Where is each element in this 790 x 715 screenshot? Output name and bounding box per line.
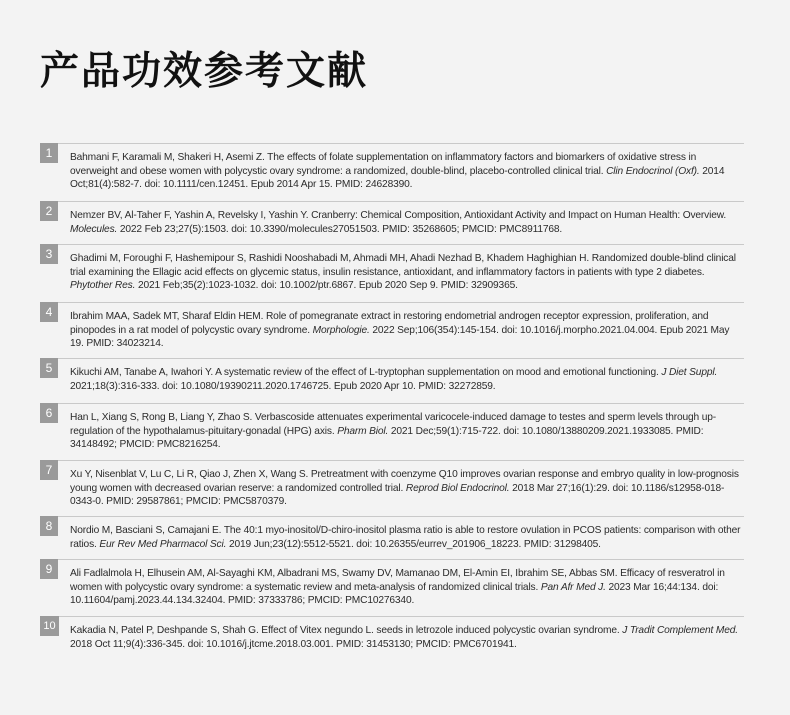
reference-list	[40, 143, 744, 659]
reference-item	[40, 616, 744, 659]
reference-item	[40, 201, 744, 244]
journal-name: Molecules.	[70, 223, 118, 235]
page-title: 产品功效参考文献	[40, 49, 369, 94]
journal-name: Eur Rev Med Pharmacol Sci.	[99, 538, 227, 550]
journal-name: Pharm Biol.	[337, 425, 389, 437]
journal-name: Morphologie.	[312, 324, 370, 336]
reference-number-badge: 2	[40, 201, 58, 221]
reference-item	[40, 244, 744, 302]
reference-text: Bahmani F, Karamali M, Shakeri H, Asemi Z. The effects of folate supplementation on inflammatory factors and biomarkers of oxidative stress in overweight and obese women with polycystic ovary syndrome: a randomized, double-blind, placebo-controlled clinical trial. Clin Endocrinol (Oxf). 2014 Oct;81(4):582-7. doi: 10.1111/cen.12451. Epub 2014 Apr 15. PMID: 24628390.	[70, 152, 725, 191]
reference-text: Ghadimi M, Foroughi F, Hashemipour S, Rashidi Nooshabadi M, Ahmadi MH, Ahadi Nezhad B, Khadem Haghighian H. Randomized double-blind clinical trial examining the Ellagic acid effects on glycemic status, insulin resistance, antioxidant, and inflammatory factors in patients with type 2 diabetes. Phytother Res. 2021 Feb;35(2):1023-1032. doi: 10.1002/ptr.6867. Epub 2020 Sep 9. PMID: 32909365.	[70, 253, 736, 292]
reference-number-badge: 9	[40, 559, 58, 579]
reference-number-badge: 3	[40, 244, 58, 264]
reference-number-badge: 1	[40, 143, 58, 163]
reference-number-badge: 7	[40, 460, 58, 480]
reference-text: Nordio M, Basciani S, Camajani E. The 40:1 myo-inositol/D-chiro-inositol plasma ratio is able to restore ovulation in PCOS patients: comparison with other ratios. Eur Rev Med Pharmacol Sci. 2019 Jun;23(12):5512-5521. doi: 10.26355/eurrev_201906_18223. PMID: 31298405.	[70, 525, 741, 550]
reference-number-badge: 8	[40, 516, 58, 536]
journal-name: J Tradit Complement Med.	[622, 625, 738, 636]
reference-item	[40, 358, 744, 403]
reference-item	[40, 516, 744, 559]
reference-number-badge: 6	[40, 403, 58, 423]
reference-text: Han L, Xiang S, Rong B, Liang Y, Zhao S. Verbascoside attenuates experimental varicocele-induced damage to testes and sperm levels through up-regulation of the hypothalamus-pituitary-gonadal (HPG) axis. Pharm Biol. 2021 Dec;59(1):715-722. doi: 10.1080/13880209.2021.1933085. PMID: 34148492; PMCID: PMC8216254.	[70, 412, 717, 451]
reference-number-badge: 5	[40, 358, 58, 378]
journal-name: J Diet Suppl.	[661, 367, 718, 378]
reference-text: Ali Fadlalmola H, Elhusein AM, Al-Sayaghi KM, Albadrani MS, Swamy DV, Mamanao DM, El-Amin EI, Ibrahim SE, Abbas SM. Efficacy of resveratrol in women with polycystic ovary syndrome: a systematic review and meta-analysis of randomized clinical trials. Pan Afr Med J. 2023 Mar 16;44:134. doi: 10.11604/pamj.2023.44.134.32404. PMID: 37333786; PMCID: PMC10276340.	[70, 568, 725, 607]
reference-text: Ibrahim MAA, Sadek MT, Sharaf Eldin HEM. Role of pomegranate extract in restoring endometrial androgen receptor expression, proliferation, and pinopodes in a rat model of polycystic ovary syndrome. Morphologie. 2022 Sep;106(354):145-154. doi: 10.1016/j.morpho.2021.04.004. Epub 2021 May 19. PMID: 34023214.	[70, 311, 730, 350]
journal-name: Clin Endocrinol (Oxf).	[606, 165, 700, 177]
reference-text: Nemzer BV, Al-Taher F, Yashin A, Revelsky I, Yashin Y. Cranberry: Chemical Composition, Antioxidant Activity and Impact on Human Health: Overview. Molecules. 2022 Feb 23;27(5):1503. doi: 10.3390/molecules27051503. PMID: 35268605; PMCID: PMC8911768.	[70, 210, 727, 235]
reference-item	[40, 403, 744, 460]
reference-text: Xu Y, Nisenblat V, Lu C, Li R, Qiao J, Zhen X, Wang S. Pretreatment with coenzyme Q10 improves ovarian response and embryo quality in low-prognosis young women with decreased ovarian reserve: a randomized controlled trial. Reprod Biol Endocrinol. 2018 Mar 27;16(1):29. doi: 10.1186/s12958-018-0343-0. PMID: 29587861; PMCID: PMC5870379.	[70, 469, 739, 508]
reference-item	[40, 302, 744, 358]
journal-name: Reprod Biol Endocrinol.	[405, 482, 510, 494]
reference-text: Kakadia N, Patel P, Deshpande S, Shah G. Effect of Vitex negundo L. seeds in letrozole induced polycystic ovarian syndrome. J Tradit Complement Med. 2018 Oct 11;9(4):336-345. doi: 10.1016/j.jtcme.2018.03.001. PMID: 31453130; PMCID: PMC6701941.	[70, 625, 738, 650]
reference-number-badge: 4	[40, 302, 58, 322]
reference-item	[40, 460, 744, 516]
reference-text: Kikuchi AM, Tanabe A, Iwahori Y. A systematic review of the effect of L-tryptophan supplementation on mood and emotional functioning. J Diet Suppl. 2021;18(3):316-333. doi: 10.1080/19390211.2020.1746725. Epub 2020 Apr 10. PMID: 32272859.	[70, 367, 718, 392]
reference-item	[40, 143, 744, 201]
reference-item	[40, 559, 744, 616]
journal-name: Pan Afr Med J.	[540, 581, 606, 593]
journal-name: Phytother Res.	[70, 280, 136, 292]
reference-number-badge: 10	[40, 616, 59, 636]
